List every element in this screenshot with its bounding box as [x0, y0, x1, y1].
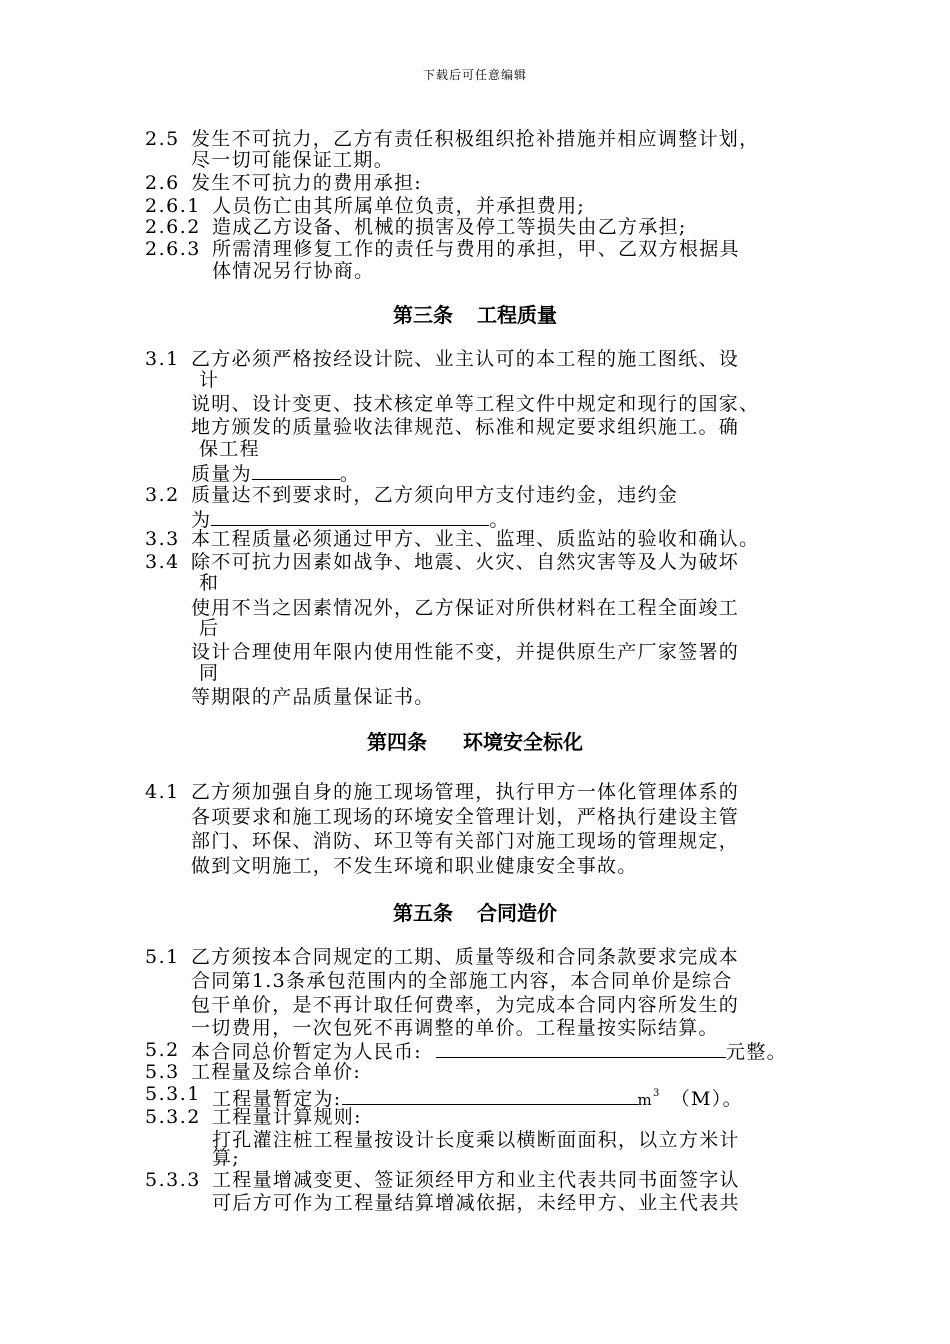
clause-text: 一切费用，一次包死不再调整的单价。工程量按实际结算。	[191, 1017, 719, 1039]
article-number: 第三条	[393, 303, 453, 327]
clause-text: 本工程质量必须通过甲方、业主、监理、质监站的验收和确认。	[191, 528, 760, 550]
quantity-blank[interactable]	[342, 1086, 638, 1105]
clause-number: 2.6.3	[145, 238, 201, 260]
clause-text: 可后方可作为工程量结算增减依据，未经甲方、业主代表共	[212, 1192, 740, 1214]
clause-text: 工程量及综合单价:	[191, 1061, 362, 1083]
clause-number: 5.3.2	[145, 1106, 201, 1128]
penalty-label: 为	[191, 509, 212, 531]
quantity-label: 工程量暂定为:	[212, 1088, 342, 1110]
article-title: 环境安全标化	[463, 730, 583, 754]
clause-text: 质量达不到要求时，乙方须向甲方支付违约金，违约金	[191, 484, 679, 506]
article-number: 第五条	[393, 901, 453, 925]
clause-text: 工程量计算规则:	[212, 1106, 362, 1128]
unit-exponent: 3	[653, 1088, 661, 1099]
clause-text: 和	[199, 572, 220, 594]
clause-text: 打孔灌注桩工程量按设计长度乘以横断面面积，以立方米计	[212, 1129, 740, 1151]
clause-text: 算;	[212, 1147, 241, 1169]
section-heading-4	[0, 730, 950, 754]
unit: m	[637, 1091, 654, 1109]
clause-text	[191, 461, 360, 485]
clause-text: 乙方须按本合同规定的工期、质量等级和合同条款要求完成本	[191, 946, 740, 968]
clause-text: 除不可抗力因素如战争、地震、火灾、自然灾害等及人为破坏	[191, 551, 740, 573]
clause-number: 2.5	[145, 128, 180, 150]
clause-text: 尽一切可能保证工期。	[191, 149, 395, 171]
period: 。	[489, 509, 510, 531]
clause-text: 人员伤亡由其所属单位负责，并承担费用;	[212, 195, 586, 217]
clause-text: 发生不可抗力，乙方有责任积极组织抢补措施并相应调整计划，	[191, 128, 760, 150]
clause-number: 5.2	[145, 1039, 180, 1061]
clause-text: 等期限的产品质量保证书。	[191, 686, 435, 708]
clause-number: 5.3	[145, 1061, 180, 1083]
currency-suffix: 元整。	[726, 1041, 787, 1063]
clause-text: 所需清理修复工作的责任与费用的承担，甲、乙双方根据具	[212, 238, 740, 260]
clause-number: 3.3	[145, 528, 180, 550]
unit-note: （M）。	[670, 1088, 743, 1110]
clause-number: 3.1	[145, 348, 180, 370]
clause-number: 4.1	[145, 781, 180, 803]
clause-text: 乙方须加强自身的施工现场管理，执行甲方一体化管理体系的	[191, 781, 740, 803]
page-header: 下载后可任意编辑	[422, 68, 527, 82]
clause-text: 乙方必须严格按经设计院、业主认可的本工程的施工图纸、设	[191, 348, 740, 370]
article-number: 第四条	[367, 730, 427, 754]
clause-text	[191, 1039, 787, 1063]
total-price-label: 本合同总价暂定为人民币:	[191, 1041, 423, 1063]
clause-number: 3.4	[145, 551, 180, 573]
clause-text: 地方颁发的质量验收法律规范、标准和规定要求组织施工。确	[191, 416, 740, 438]
quality-blank[interactable]	[252, 461, 340, 480]
clause-number: 3.2	[145, 484, 180, 506]
clause-number: 5.3.3	[145, 1169, 201, 1191]
section-heading-5	[0, 901, 950, 925]
period: 。	[339, 463, 361, 485]
clause-text: 同	[199, 662, 220, 684]
clause-text: 合同第1.3条承包范围内的全部施工内容，本合同单价是综合	[191, 970, 733, 992]
article-title: 工程质量	[477, 303, 557, 327]
clause-number: 2.6.1	[145, 195, 201, 217]
clause-text: 造成乙方设备、机械的损害及停工等损失由乙方承担;	[212, 216, 687, 238]
clause-number: 5.1	[145, 946, 180, 968]
section-heading-3	[0, 303, 950, 327]
clause-text: 设计合理使用年限内使用性能不变，并提供原生产厂家签署的	[191, 641, 740, 663]
clause-text: 做到文明施工，不发生环境和职业健康安全事故。	[191, 855, 638, 877]
clause-text: 说明、设计变更、技术核定单等工程文件中规定和现行的国家、	[191, 393, 760, 415]
clause-text: 计	[199, 369, 220, 391]
clause-text: 工程量增减变更、签证须经甲方和业主代表共同书面签字认	[212, 1169, 740, 1191]
penalty-blank[interactable]	[211, 507, 489, 526]
total-price-blank[interactable]	[436, 1039, 726, 1058]
clause-text: 发生不可抗力的费用承担:	[191, 172, 423, 194]
clause-text: 保工程	[199, 438, 260, 460]
clause-text: 各项要求和施工现场的环境安全管理计划，严格执行建设主管	[191, 806, 740, 828]
clause-text: 后	[199, 617, 220, 639]
clause-text: 部门、环保、消防、环卫等有关部门对施工现场的管理规定，	[191, 830, 740, 852]
clause-number: 2.6.2	[145, 216, 201, 238]
article-title: 合同造价	[477, 901, 557, 925]
clause-number: 2.6	[145, 172, 180, 194]
quality-label: 质量为	[191, 463, 252, 485]
clause-text: 体情况另行协商。	[212, 260, 375, 282]
clause-text: 包干单价，是不再计取任何费率，为完成本合同内容所发生的	[191, 994, 740, 1016]
clause-number: 5.3.1	[145, 1083, 201, 1105]
clause-text: 使用不当之因素情况外，乙方保证对所供材料在工程全面竣工	[191, 597, 740, 619]
